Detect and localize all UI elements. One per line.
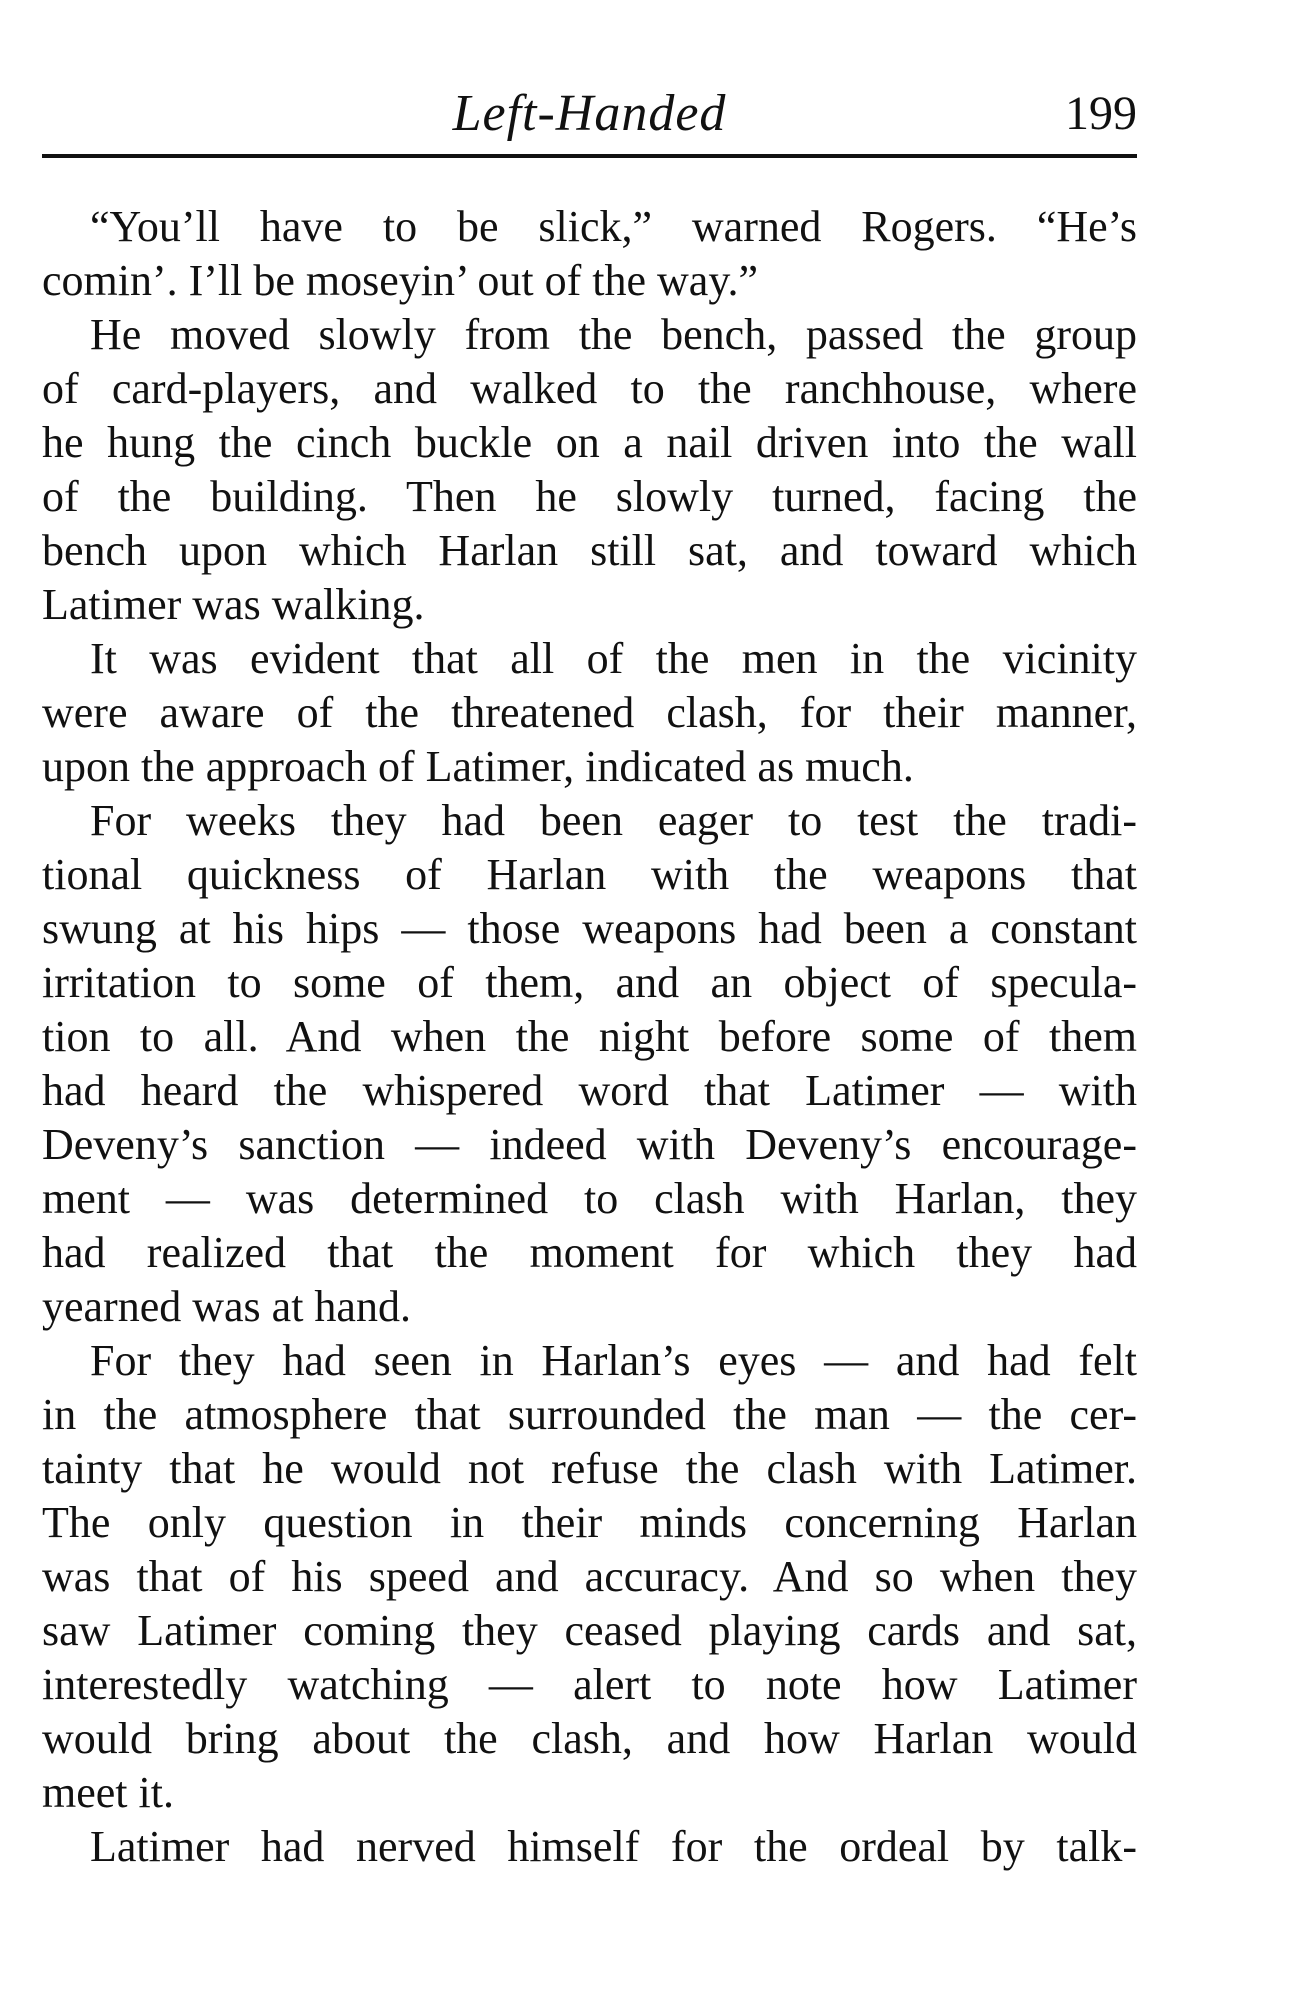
text-line: of card-players, and walked to the ranchhouse, where xyxy=(42,364,1137,413)
text-line: For they had seen in Harlan’s eyes — and had felt xyxy=(90,1336,1137,1385)
text-line: It was evident that all of the men in the vicinity xyxy=(90,634,1137,683)
header-rule xyxy=(42,154,1137,158)
text-line: For weeks they had been eager to test the tradi- xyxy=(90,796,1137,845)
text-line: tional quickness of Harlan with the weapons that xyxy=(42,850,1137,899)
text-line: swung at his hips — those weapons had been a constant xyxy=(42,904,1137,953)
text-line: Latimer was walking. xyxy=(42,580,425,629)
text-line: Latimer had nerved himself for the ordeal by talk- xyxy=(90,1822,1137,1871)
text-line: he hung the cinch buckle on a nail driven into the wall xyxy=(42,418,1137,467)
text-line: were aware of the threatened clash, for their manner, xyxy=(42,688,1137,737)
text-line: meet it. xyxy=(42,1768,174,1817)
running-head: Left-Handed xyxy=(452,85,727,142)
text-line: upon the approach of Latimer, indicated as much. xyxy=(42,742,914,791)
text-line: had realized that the moment for which they had xyxy=(42,1228,1137,1277)
text-line: had heard the whispered word that Latimer — with xyxy=(42,1066,1137,1115)
text-line: tion to all. And when the night before some of them xyxy=(42,1012,1137,1061)
text-line: tainty that he would not refuse the clash with Latimer. xyxy=(42,1444,1137,1493)
text-line: interestedly watching — alert to note how Latimer xyxy=(42,1660,1137,1709)
text-line: saw Latimer coming they ceased playing cards and sat, xyxy=(42,1606,1137,1655)
text-line: irritation to some of them, and an object of specula- xyxy=(42,958,1137,1007)
text-line: “You’ll have to be slick,” warned Rogers. “He’s xyxy=(90,202,1137,251)
text-line: He moved slowly from the bench, passed the group xyxy=(90,310,1137,359)
text-line: would bring about the clash, and how Harlan would xyxy=(42,1714,1137,1763)
text-line: comin’. I’ll be moseyin’ out of the way.” xyxy=(42,256,759,305)
text-line: yearned was at hand. xyxy=(42,1282,411,1331)
text-line: Deveny’s sanction — indeed with Deveny’s encourage- xyxy=(42,1120,1137,1169)
text-line: was that of his speed and accuracy. And so when they xyxy=(42,1552,1137,1601)
text-line: bench upon which Harlan still sat, and toward which xyxy=(42,526,1137,575)
text-line: in the atmosphere that surrounded the man — the cer- xyxy=(42,1390,1137,1439)
body-text xyxy=(42,200,1137,1874)
text-line: ment — was determined to clash with Harlan, they xyxy=(42,1174,1137,1223)
text-line: The only question in their minds concerning Harlan xyxy=(42,1498,1137,1547)
page-header xyxy=(42,78,1137,150)
page-number: 199 xyxy=(1065,87,1137,140)
text-line: of the building. Then he slowly turned, facing the xyxy=(42,472,1137,521)
